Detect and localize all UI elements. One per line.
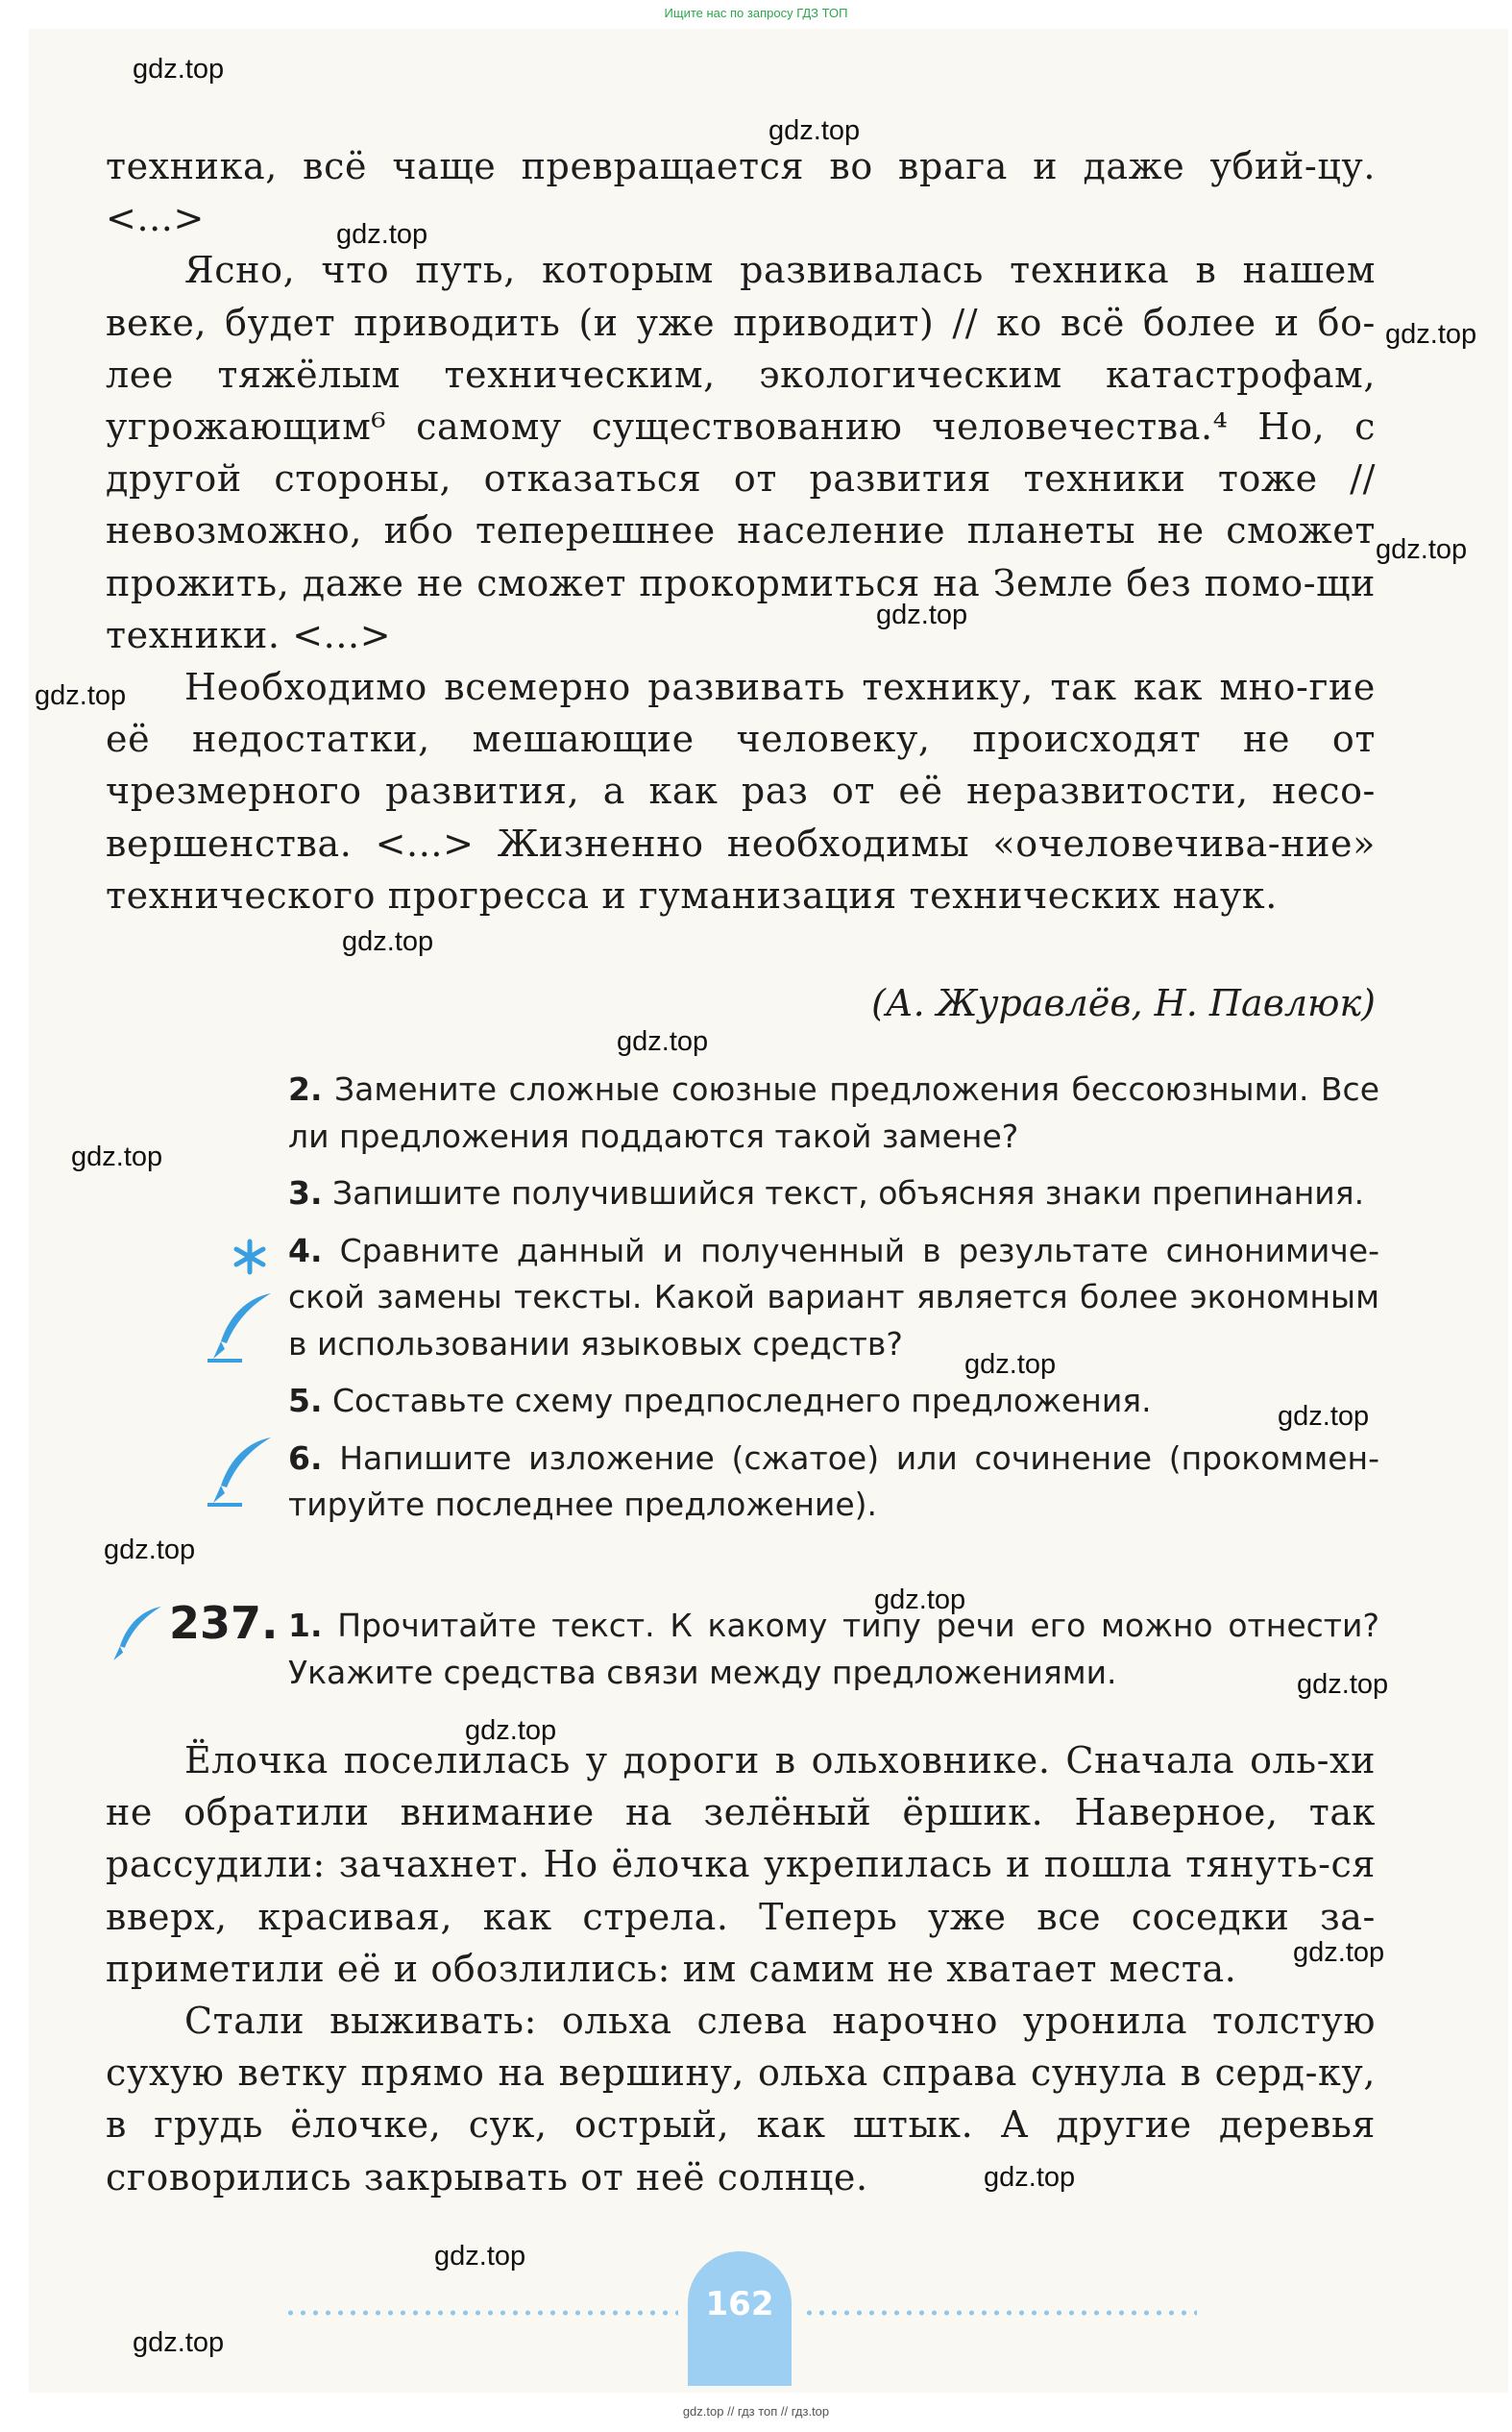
asterisk-icon [231, 1238, 269, 1276]
watermark: gdz.top [35, 680, 127, 711]
watermark: gdz.top [133, 2327, 225, 2358]
watermark: gdz.top [336, 219, 428, 250]
task-item [288, 1170, 1379, 1217]
watermark: gdz.top [1293, 1937, 1385, 1968]
task-item [288, 1436, 1379, 1529]
task-item [288, 1228, 1379, 1368]
watermark: gdz.top [133, 54, 225, 85]
task-number: 1. [288, 1607, 323, 1644]
task-number: 6. [288, 1438, 323, 1477]
watermark: gdz.top [876, 600, 968, 630]
watermark: gdz.top [465, 1715, 557, 1746]
watermark: gdz.top [71, 1142, 163, 1172]
paragraph: Стали выживать: ольха слева нарочно уронила толстую сухую ветку прямо на вершину, ольха справа сунула в серд-ку, в грудь ёлочке, сук, острый, как штык. А другие деревья сговорились закрывать от неё солнце. [106, 2000, 1376, 2199]
task-item [288, 1378, 1379, 1425]
task-text: Прочитайте текст. К какому типу речи его можно отнести? Укажите средства связи между предложениями. [288, 1607, 1379, 1691]
page-number: 162 [705, 2285, 774, 2323]
task-text: Составьте схему предпоследнего предложения. [332, 1382, 1152, 1419]
bottom-banner: gdz.top // гдз топ // гдз.top [682, 2404, 830, 2419]
task-text: Сравните данный и полученный в результате синонимиче-ской замены тексты. Какой вариант является более экономным в использовании языковых средств? [288, 1231, 1379, 1363]
paragraph: техника, всё чаще превращается во врага и даже убий-цу. <...> [106, 145, 1376, 240]
footer-dots-right [803, 2310, 1197, 2316]
paragraph: Ёлочка поселилась у дороги в ольховнике. Сначала оль-хи не обратили внимание на зелёный ёршик. Наверное, так рассудили: зачахнет. Но ёлочка укрепилась и пошла тянуть-ся вверх, красивая, как стрела. Теперь уже все соседки за-приметили её и обозлились: им самим не хватает места. [106, 1739, 1376, 1990]
watermark: gdz.top [874, 1584, 966, 1615]
task-text: Напишите изложение (сжатое) или сочинение (прокоммен-тируйте последнее предложение). [288, 1438, 1380, 1523]
watermark: gdz.top [104, 1535, 196, 1565]
task-item [288, 1067, 1379, 1160]
exercise-number: 237. [169, 1597, 279, 1649]
quill-pen-icon [106, 1597, 169, 1670]
quill-pen-icon [204, 1288, 280, 1364]
task-number: 4. [288, 1231, 323, 1269]
task-list [288, 1067, 1379, 1539]
watermark: gdz.top [617, 1026, 709, 1057]
paragraph: Необходимо всемерно развивать технику, так как мно-гие её недостатки, мешающие человеку, происходят не от чрезмерного развития, а как раз от её неразвитости, несо-вершенства. <...> Жизненно необходимы «очеловечива-ние» технического прогресса и гуманизация технических наук. [106, 666, 1376, 917]
quill-pen-icon [204, 1432, 280, 1509]
task-number: 5. [288, 1382, 323, 1419]
watermark: gdz.top [1278, 1401, 1370, 1432]
watermark: gdz.top [1297, 1669, 1389, 1700]
top-banner: Ищите нас по запросу ГДЗ ТОП [664, 6, 848, 20]
text-block-1 [106, 140, 1376, 921]
watermark: gdz.top [984, 2162, 1076, 2193]
paragraph: Ясно, что путь, которым развивалась техника в нашем веке, будет приводить (и уже приводит) // ко всё более и бо-лее тяжёлым техническим, экологическим катастрофам, угрожающим⁶ самому существованию человечества.⁴ Но, с другой стороны, отказаться от развития техники тоже // невозможно, ибо теперешнее население планеты не сможет прожить, даже не сможет прокормиться на Земле без помо-щи техники. <...> [106, 249, 1376, 656]
task-text: Замените сложные союзные предложения бессоюзными. Все ли предложения поддаются такой замене? [288, 1070, 1379, 1155]
author-citation: (А. Журавлёв, Н. Павлюк) [871, 982, 1376, 1024]
exercise-task [288, 1603, 1379, 1696]
watermark: gdz.top [1376, 534, 1468, 565]
footer-dots-left [284, 2310, 678, 2316]
task-number: 2. [288, 1070, 323, 1108]
watermark: gdz.top [342, 926, 434, 957]
text-block-2 [106, 1734, 1376, 2203]
watermark: gdz.top [768, 115, 861, 146]
watermark: gdz.top [1385, 319, 1477, 350]
task-number: 3. [288, 1174, 323, 1212]
task-text: Запишите получившийся текст, объясняя знаки препинания. [332, 1174, 1365, 1212]
watermark: gdz.top [434, 2241, 526, 2272]
watermark: gdz.top [964, 1349, 1057, 1380]
